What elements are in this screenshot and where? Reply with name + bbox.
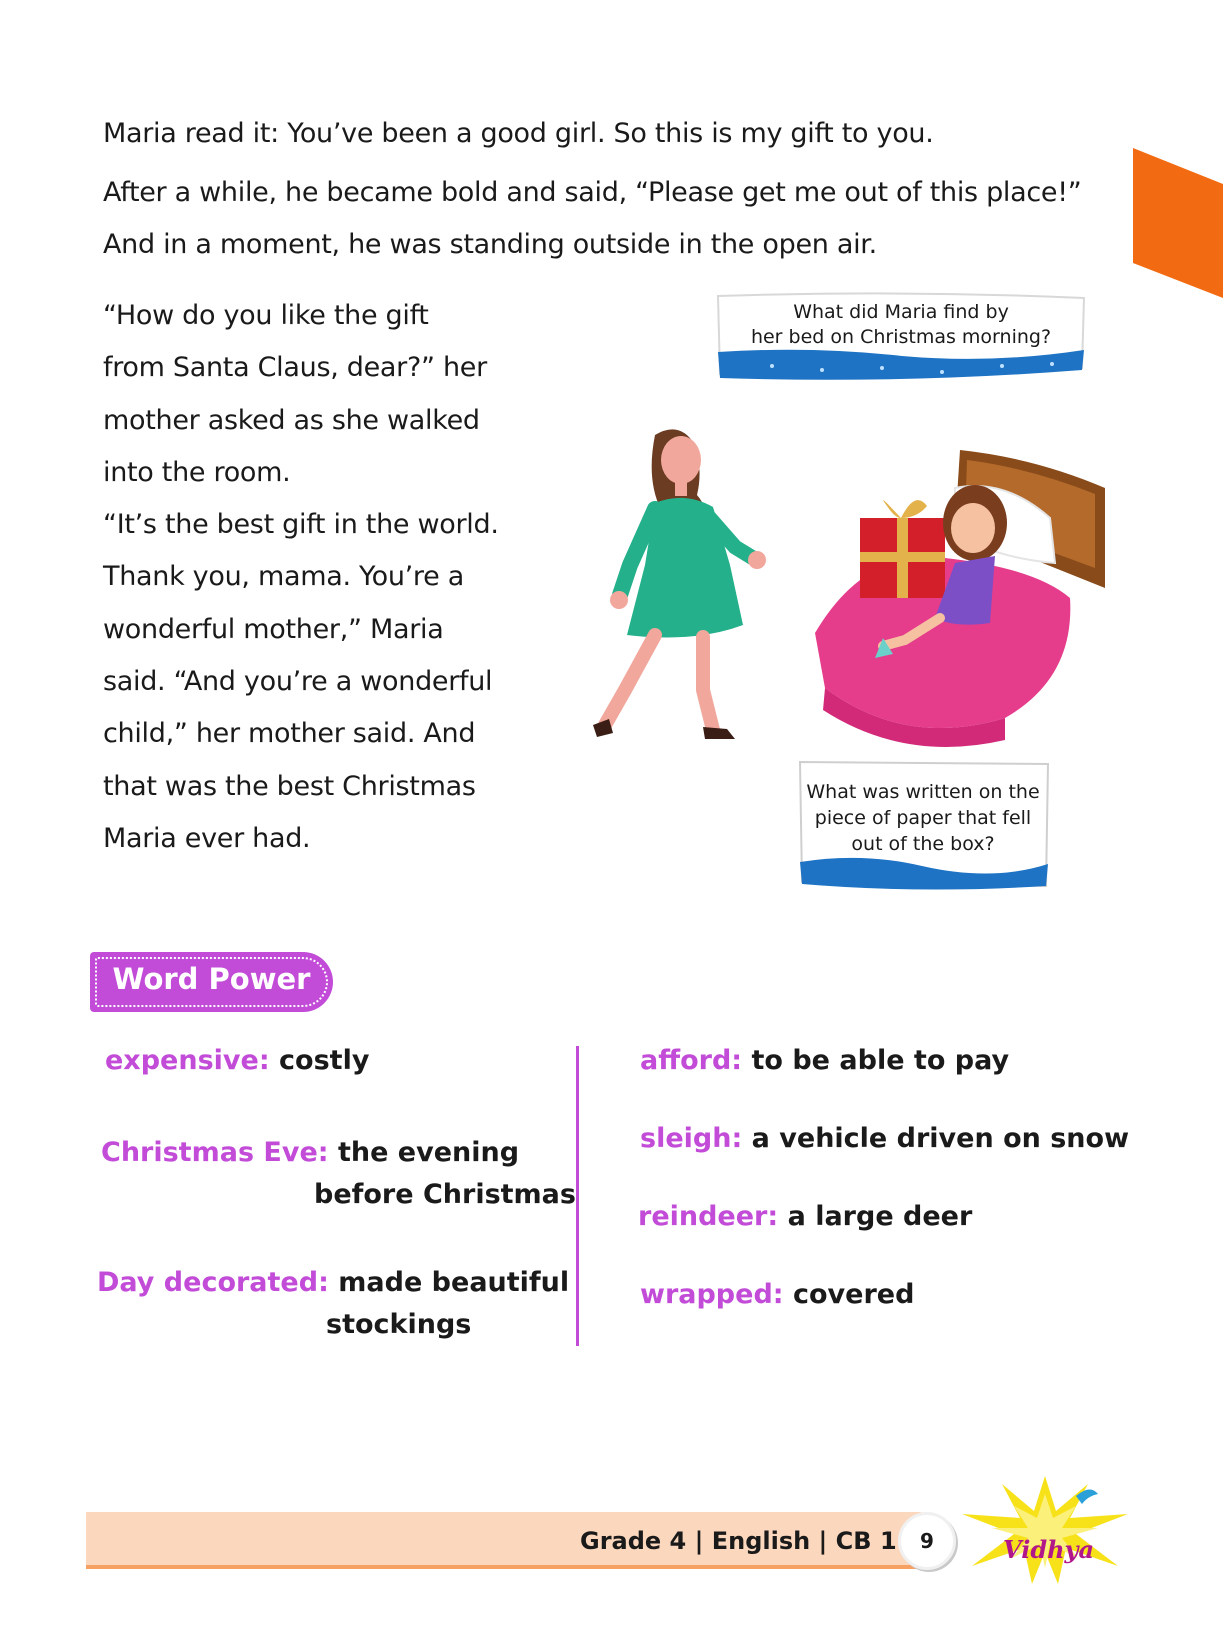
story-column-line: from Santa Claus, dear?” her xyxy=(103,352,487,384)
word-power-term: expensive: xyxy=(105,1045,270,1076)
word-power-definition: covered xyxy=(792,1279,915,1310)
word-power-definition-continued: stockings xyxy=(326,1309,472,1340)
word-power-entry xyxy=(97,1262,569,1304)
question-card-1 xyxy=(712,290,1090,388)
word-power-term: sleigh: xyxy=(640,1123,743,1154)
vidhya-logo-sunburst xyxy=(958,1476,1133,1586)
word-power-entry xyxy=(640,1118,1129,1160)
word-power-definition: a vehicle driven on snow xyxy=(751,1123,1130,1154)
story-column-line: “How do you like the gift xyxy=(103,300,429,331)
story-line-3: And in a moment, he was standing outside in the open air. xyxy=(103,229,877,260)
footer-course-label: Grade 4 | English | CB 1 xyxy=(580,1527,897,1555)
story-column-line: Maria ever had. xyxy=(103,822,311,854)
story-column-line: mother asked as she walked xyxy=(103,404,480,436)
story-line-2: After a while, he became bold and said, “Please get me out of this place!” xyxy=(103,177,1082,208)
word-power-definition: made beautiful xyxy=(338,1267,570,1298)
word-power-term: Christmas Eve: xyxy=(101,1137,329,1168)
story-column-line: into the room. xyxy=(103,456,291,488)
word-power-term: wrapped: xyxy=(640,1279,784,1310)
word-power-definition: to be able to pay xyxy=(751,1045,1010,1076)
question-2-line-3: out of the box? xyxy=(851,833,995,855)
word-power-entry xyxy=(640,1274,914,1316)
word-power-term: afford: xyxy=(640,1045,743,1076)
vidhya-logo-text: Vidhya xyxy=(1003,1535,1095,1564)
story-lines-2-3 xyxy=(103,167,1081,271)
question-1-line-1: What did Maria find by xyxy=(793,301,1009,323)
word-power-badge xyxy=(90,952,333,1012)
question-card-2 xyxy=(792,758,1054,893)
word-power-definition: the evening xyxy=(337,1137,520,1168)
page-number: 9 xyxy=(898,1512,956,1570)
mother-walking-illustration xyxy=(585,425,775,760)
orange-corner-tab xyxy=(1133,148,1223,298)
story-line-1: Maria read it: You’ve been a good girl. So this is my gift to you. xyxy=(103,118,934,149)
word-power-definition: costly xyxy=(279,1045,370,1076)
word-power-definition: a large deer xyxy=(787,1201,973,1232)
story-column-line: “It’s the best gift in the world. xyxy=(103,509,499,541)
word-power-entry xyxy=(640,1040,1009,1082)
story-column-line: wonderful mother,” Maria xyxy=(103,613,444,645)
maria-bed-gift-illustration xyxy=(805,448,1105,748)
word-power-divider xyxy=(576,1046,579,1346)
word-power-definition-continued: before Christmas xyxy=(314,1179,576,1210)
question-2-line-2: piece of paper that fell xyxy=(814,807,1032,829)
word-power-term: reindeer: xyxy=(638,1201,779,1232)
story-column-line: Thank you, mama. You’re a xyxy=(103,561,464,593)
story-column-line: child,” her mother said. And xyxy=(103,718,476,750)
word-power-term: Day decorated: xyxy=(97,1267,329,1298)
question-1-line-2: her bed on Christmas morning? xyxy=(750,326,1052,348)
word-power-title: Word Power xyxy=(112,962,311,996)
story-column-line: that was the best Christmas xyxy=(103,770,476,802)
question-2-line-1: What was written on the xyxy=(806,781,1040,803)
story-column-line: said. “And you’re a wonderful xyxy=(103,666,493,698)
word-power-entry xyxy=(638,1196,972,1238)
word-power-entry xyxy=(101,1132,519,1174)
story-column xyxy=(103,290,499,865)
word-power-entry xyxy=(105,1040,369,1082)
